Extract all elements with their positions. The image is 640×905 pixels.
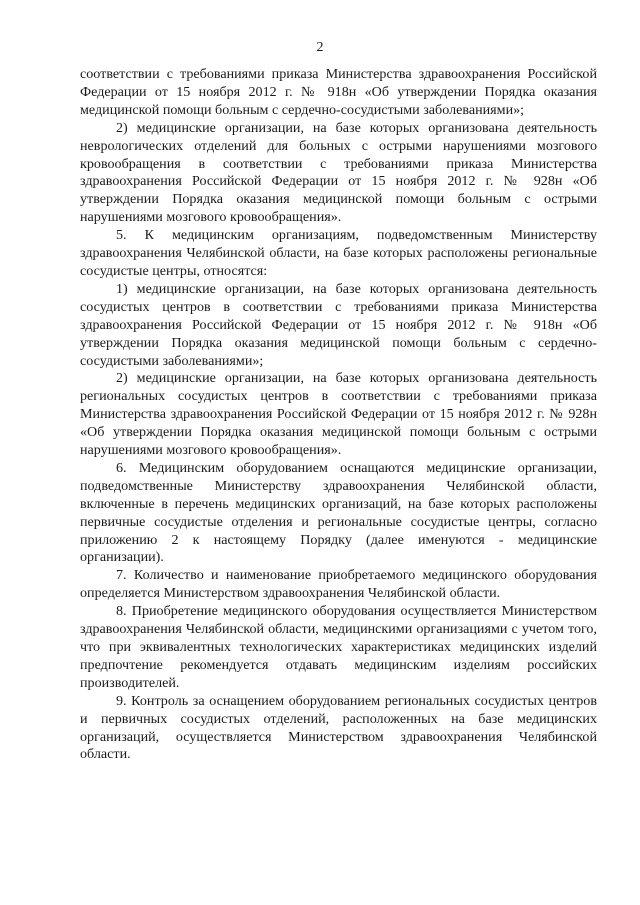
paragraph-continuation: соответствии с требованиями приказа Министерства здравоохранения Российской Федерации от 15 ноября 2012 г. № 918н «Об утверждении Порядка оказания медицинской помощи больным с сердечно-сосудистыми заболеваниями»; — [80, 66, 597, 118]
paragraph-section-8: 8. Приобретение медицинского оборудования осуществляется Министерством здравоохранения Челябинской области, медицинскими организациями с учетом того, что при эквивалентных технологических характеристиках медицинских изделий предпочтение рекомендуется отдавать медицинским изделиям российских производителей. — [80, 603, 597, 691]
paragraph-section-9: 9. Контроль за оснащением оборудованием региональных сосудистых центров и первичных сосудистых отделений, расположенных на базе медицинских организаций, осуществляется Министерством здравоохранения Челябинской области. — [80, 692, 597, 763]
paragraph-section-5-item-2: 2) медицинские организации, на базе которых организована деятельность региональных сосудистых центров в соответствии с требованиями приказа Министерства здравоохранения Российской Федерации от 15 ноября 2012 г. № 928н «Об утверждении Порядка оказания медицинской помощи больным с острыми нарушениями мозгового кровообращения». — [80, 370, 597, 459]
paragraph-item-2-neurology: 2) медицинские организации, на базе которых организована деятельность неврологических отделений для больных с острыми нарушениями мозгового кровообращения в соответствии с требованиями приказа Министерства здравоохранения Российской Федерации от 15 ноября 2012 г. № 928н «Об утверждении Порядка оказания медицинской помощи больным с острыми нарушениями мозгового кровообращения». — [80, 119, 597, 226]
page-number: 2 — [316, 40, 324, 55]
paragraph-section-7: 7. Количество и наименование приобретаемого медицинского оборудования определяется Министерством здравоохранения Челябинской области. — [80, 567, 597, 602]
paragraph-section-5-item-1: 1) медицинские организации, на базе которых организована деятельность сосудистых центров в соответствии с требованиями приказа Министерства здравоохранения Российской Федерации от 15 ноября 2012 г. № 918н «Об утверждении Порядка оказания медицинской помощи больным с сердечно-сосудистыми заболеваниями»; — [80, 280, 597, 369]
paragraph-section-5: 5. К медицинским организациям, подведомственным Министерству здравоохранения Челябинской области, на базе которых расположены региональные сосудистые центры, относятся: — [80, 227, 597, 279]
paragraph-section-6: 6. Медицинским оборудованием оснащаются медицинские организации, подведомственные Министерству здравоохранения Челябинской области, включенные в перечень медицинских организаций, на базе которых расположены первичные сосудистые отделения и региональные сосудистые центры, согласно приложению 2 к настоящему Порядку (далее именуются - медицинские организации). — [80, 459, 597, 566]
document-body — [80, 66, 597, 764]
